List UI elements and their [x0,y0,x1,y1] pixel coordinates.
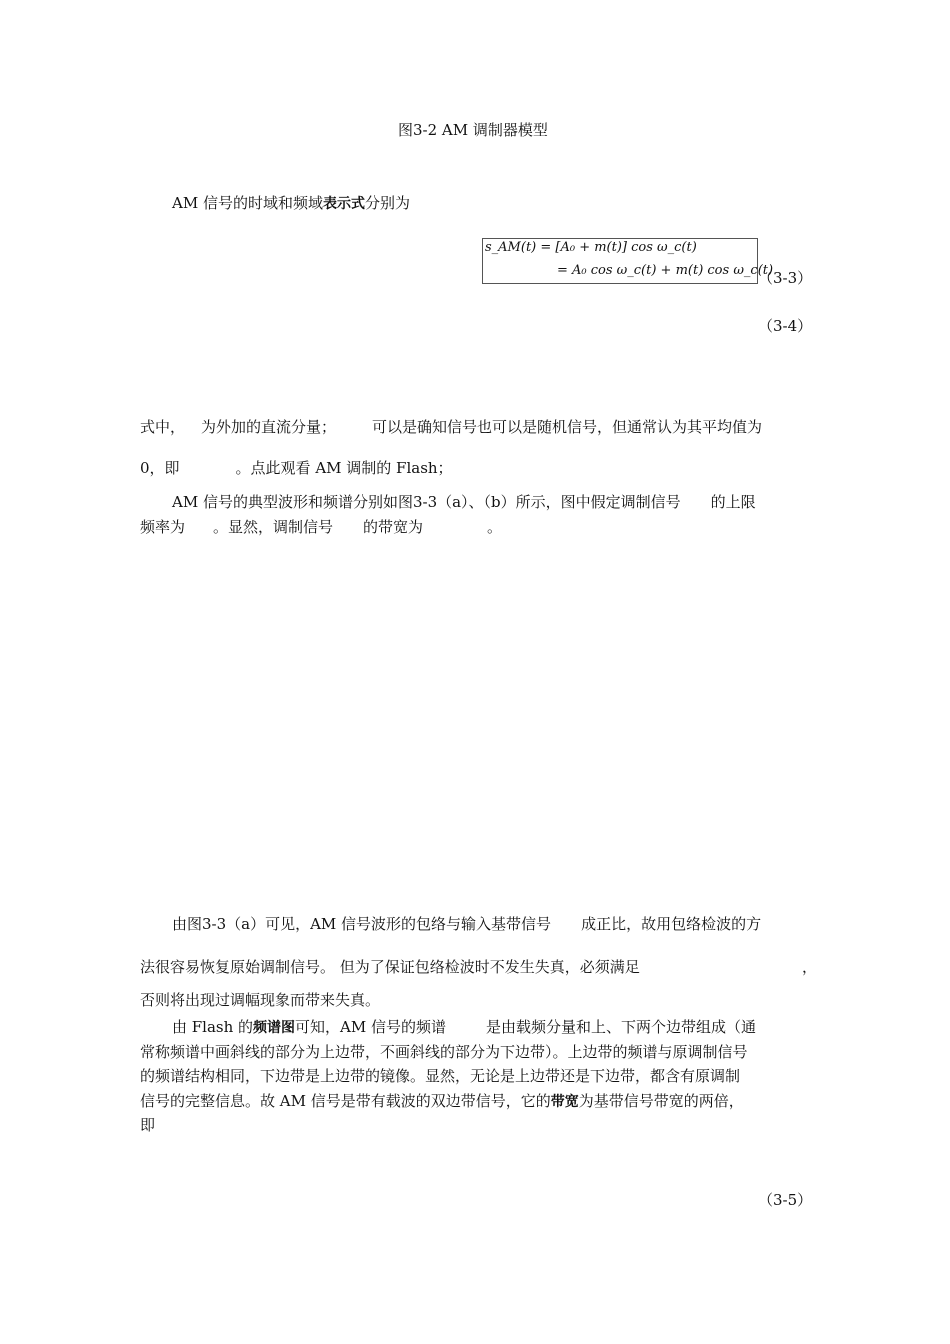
where-l1-c: 可以是确知信号也可以是随机信号，但通常认为其平均值为 [372,418,763,436]
envelope-l2-a: 法很容易恢复原始调制信号。 但为了保证包络检波时不发生失真，必须满足 [140,958,640,976]
spectrum-l4-a: 信号的完整信息。故 AM 信号是带有载波的双边带信号，它的 [140,1092,551,1110]
envelope-paragraph-line3: 否则将出现过调幅现象而带来失真。 [140,991,381,1009]
waveform-l2-c: 的带宽为 [363,518,424,536]
where-paragraph-line2 [140,458,453,478]
intro-text-after: 分别为 [364,194,410,212]
envelope-l1-a: 由图3-3（a）可见，AM 信号波形的包络与输入基带信号 [172,915,552,933]
equation-3-3-number: （3-3） [758,269,813,287]
where-l2-a: 0，即 [140,459,180,477]
envelope-paragraph-line1 [172,914,761,934]
intro-text-before: AM 信号的时域和频域 [172,194,323,212]
intro-text-bold: 表示式 [322,196,365,212]
intro-paragraph [172,193,410,214]
spectrum-l1-bold: 频谱图 [253,1020,296,1036]
spectrum-l4-b: 为基带信号带宽的两倍， [578,1092,744,1110]
envelope-l1-b: 成正比，故用包络检波的方 [581,915,762,933]
spectrum-l1-c: 是由载频分量和上、下两个边带组成（通 [486,1018,757,1036]
spectrum-paragraph-line3: 的频谱结构相同，下边带是上边带的镜像。显然，无论是上边带还是下边带，都含有原调制 [140,1067,741,1085]
figure-caption: 图3-2 AM 调制器模型 [398,121,548,139]
waveform-l1-a: AM 信号的典型波形和频谱分别如图3-3（a）、（b）所示，图中假定调制信号 [172,493,681,511]
equation-3-3-line2: = A₀ cos ω_c(t) + m(t) cos ω_c(t) [557,263,774,278]
spectrum-paragraph-line4 [140,1091,744,1112]
waveform-l2-d: 。 [487,518,503,536]
where-l2-b: 。点此观看 AM 调制的 Flash； [235,459,453,477]
spectrum-paragraph-line2: 常称频谱中画斜线的部分为上边带，不画斜线的部分为下边带）。上边带的频谱与原调制信号 [140,1043,748,1061]
where-l1-a: 式中， [140,418,186,436]
where-l1-b: 为外加的直流分量； [201,418,337,436]
waveform-l2-a: 频率为 [140,518,186,536]
equation-3-3-line1: s_AM(t) = [A₀ + m(t)] cos ω_c(t) [485,240,697,255]
spectrum-paragraph-line5: 即 [140,1116,156,1134]
envelope-paragraph-line2 [140,957,640,977]
equation-3-5-number: （3-5） [758,1191,813,1209]
spectrum-l4-bold: 带宽 [550,1094,579,1110]
spectrum-l1-a: 由 Flash 的 [172,1018,254,1036]
waveform-l1-b: 的上限 [710,493,756,511]
waveform-paragraph-line1 [172,492,756,512]
waveform-l2-b: 。显然，调制信号 [213,518,334,536]
waveform-paragraph-line2 [140,517,502,537]
equation-3-4-number: （3-4） [758,317,813,335]
equation-3-3 [482,238,774,284]
where-paragraph-line1 [140,417,762,437]
envelope-paragraph-line2-comma: ， [802,958,818,976]
spectrum-l1-b: 可知，AM 信号的频谱 [295,1018,447,1036]
spectrum-paragraph-line1 [172,1017,756,1038]
